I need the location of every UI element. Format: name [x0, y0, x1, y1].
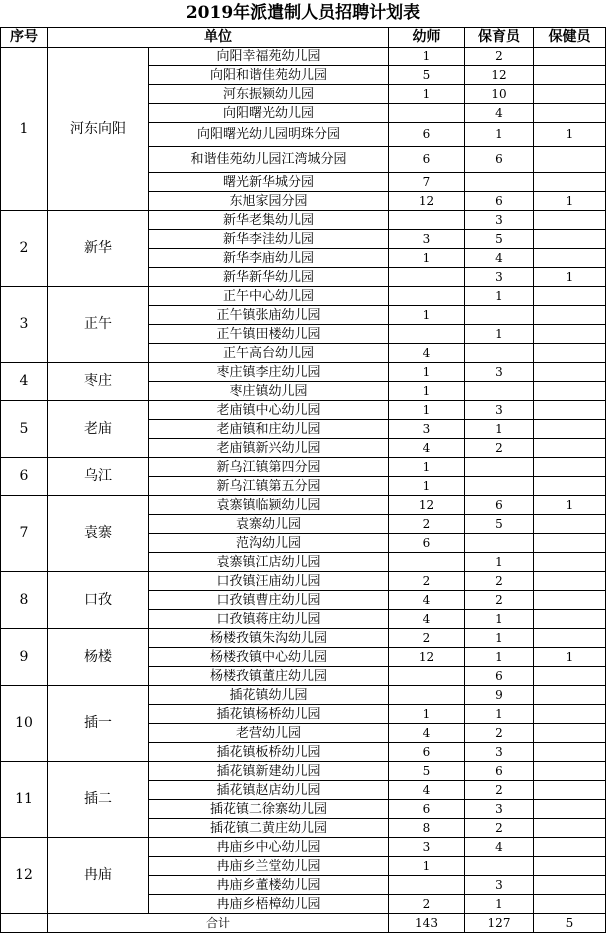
caregiver-count-cell: 4 — [465, 104, 534, 123]
health-count-cell — [534, 66, 606, 85]
teacher-count-cell — [389, 876, 465, 895]
health-count-cell — [534, 287, 606, 306]
teacher-count-cell: 3 — [389, 230, 465, 249]
caregiver-count-cell: 4 — [465, 249, 534, 268]
unit-cell: 插花镇幼儿园 — [149, 686, 389, 705]
unit-cell: 口孜镇曹庄幼儿园 — [149, 591, 389, 610]
unit-cell: 冉庙乡兰堂幼儿园 — [149, 857, 389, 876]
caregiver-count-cell: 6 — [465, 762, 534, 781]
unit-cell: 新乌江镇第五分园 — [149, 477, 389, 496]
teacher-count-cell: 5 — [389, 762, 465, 781]
caregiver-count-cell: 1 — [465, 123, 534, 147]
table-body — [1, 48, 606, 933]
teacher-count-cell: 4 — [389, 781, 465, 800]
health-count-cell — [534, 629, 606, 648]
caregiver-count-cell: 6 — [465, 147, 534, 173]
total-seq-cell — [1, 914, 48, 933]
caregiver-count-cell — [465, 857, 534, 876]
recruitment-table — [0, 27, 606, 933]
unit-cell: 插花镇新建幼儿园 — [149, 762, 389, 781]
unit-cell: 袁寨镇江店幼儿园 — [149, 553, 389, 572]
health-count-cell — [534, 762, 606, 781]
caregiver-count-cell: 10 — [465, 85, 534, 104]
town-cell: 冉庙 — [48, 838, 149, 914]
teacher-count-cell: 3 — [389, 420, 465, 439]
teacher-count-cell: 6 — [389, 534, 465, 553]
teacher-count-cell: 1 — [389, 458, 465, 477]
health-count-cell — [534, 743, 606, 762]
unit-cell: 曙光新华城分园 — [149, 173, 389, 192]
unit-cell: 插花镇二徐寨幼儿园 — [149, 800, 389, 819]
caregiver-count-cell: 5 — [465, 230, 534, 249]
teacher-count-cell: 2 — [389, 895, 465, 914]
total-teacher: 143 — [389, 914, 465, 933]
caregiver-count-cell: 3 — [465, 401, 534, 420]
header-seq: 序号 — [1, 28, 48, 48]
health-count-cell: 1 — [534, 648, 606, 667]
caregiver-count-cell: 3 — [465, 363, 534, 382]
health-count-cell: 1 — [534, 192, 606, 211]
teacher-count-cell — [389, 325, 465, 344]
unit-cell: 枣庄镇幼儿园 — [149, 382, 389, 401]
health-count-cell — [534, 534, 606, 553]
health-count-cell — [534, 515, 606, 534]
caregiver-count-cell: 5 — [465, 515, 534, 534]
teacher-count-cell: 1 — [389, 382, 465, 401]
caregiver-count-cell: 6 — [465, 496, 534, 515]
teacher-count-cell — [389, 104, 465, 123]
health-count-cell — [534, 838, 606, 857]
town-cell: 老庙 — [48, 401, 149, 458]
health-count-cell: 1 — [534, 496, 606, 515]
teacher-count-cell: 5 — [389, 66, 465, 85]
town-cell: 插二 — [48, 762, 149, 838]
table-row — [1, 401, 606, 420]
unit-cell: 老庙镇新兴幼儿园 — [149, 439, 389, 458]
unit-cell: 范沟幼儿园 — [149, 534, 389, 553]
unit-cell: 插花镇板桥幼儿园 — [149, 743, 389, 762]
health-count-cell — [534, 800, 606, 819]
table-row — [1, 572, 606, 591]
town-cell: 袁寨 — [48, 496, 149, 572]
table-row — [1, 363, 606, 382]
health-count-cell — [534, 572, 606, 591]
table-row — [1, 762, 606, 781]
seq-cell: 9 — [1, 629, 48, 686]
caregiver-count-cell: 6 — [465, 667, 534, 686]
caregiver-count-cell — [465, 458, 534, 477]
teacher-count-cell: 12 — [389, 192, 465, 211]
caregiver-count-cell — [465, 534, 534, 553]
teacher-count-cell — [389, 268, 465, 287]
health-count-cell — [534, 147, 606, 173]
teacher-count-cell: 4 — [389, 591, 465, 610]
unit-cell: 新华老集幼儿园 — [149, 211, 389, 230]
unit-cell: 向阳和谐佳苑幼儿园 — [149, 66, 389, 85]
unit-cell: 袁寨镇临颍幼儿园 — [149, 496, 389, 515]
teacher-count-cell: 1 — [389, 249, 465, 268]
health-count-cell — [534, 173, 606, 192]
town-cell: 杨楼 — [48, 629, 149, 686]
total-row — [1, 914, 606, 933]
caregiver-count-cell: 1 — [465, 287, 534, 306]
teacher-count-cell: 4 — [389, 610, 465, 629]
header-caregiver: 保育员 — [465, 28, 534, 48]
unit-cell: 老庙镇中心幼儿园 — [149, 401, 389, 420]
teacher-count-cell: 1 — [389, 857, 465, 876]
health-count-cell — [534, 458, 606, 477]
health-count-cell — [534, 876, 606, 895]
table-row — [1, 686, 606, 705]
unit-cell: 新华李庙幼儿园 — [149, 249, 389, 268]
unit-cell: 口孜镇汪庙幼儿园 — [149, 572, 389, 591]
unit-cell: 和谐佳苑幼儿园江湾城分园 — [149, 147, 389, 173]
health-count-cell — [534, 104, 606, 123]
unit-cell: 向阳曙光幼儿园明珠分园 — [149, 123, 389, 147]
caregiver-count-cell — [465, 306, 534, 325]
caregiver-count-cell: 3 — [465, 743, 534, 762]
health-count-cell — [534, 477, 606, 496]
teacher-count-cell — [389, 686, 465, 705]
unit-cell: 枣庄镇李庄幼儿园 — [149, 363, 389, 382]
teacher-count-cell — [389, 667, 465, 686]
health-count-cell — [534, 344, 606, 363]
unit-cell: 向阳曙光幼儿园 — [149, 104, 389, 123]
teacher-count-cell: 1 — [389, 48, 465, 66]
seq-cell: 8 — [1, 572, 48, 629]
unit-cell: 东旭家园分园 — [149, 192, 389, 211]
caregiver-count-cell: 2 — [465, 439, 534, 458]
teacher-count-cell — [389, 553, 465, 572]
unit-cell: 正午镇张庙幼儿园 — [149, 306, 389, 325]
unit-cell: 新华李洼幼儿园 — [149, 230, 389, 249]
caregiver-count-cell: 1 — [465, 895, 534, 914]
teacher-count-cell: 1 — [389, 401, 465, 420]
caregiver-count-cell: 1 — [465, 420, 534, 439]
teacher-count-cell: 7 — [389, 173, 465, 192]
caregiver-count-cell: 2 — [465, 572, 534, 591]
health-count-cell — [534, 230, 606, 249]
caregiver-count-cell: 4 — [465, 838, 534, 857]
teacher-count-cell: 12 — [389, 648, 465, 667]
health-count-cell: 1 — [534, 123, 606, 147]
seq-cell: 6 — [1, 458, 48, 496]
health-count-cell — [534, 705, 606, 724]
teacher-count-cell: 1 — [389, 85, 465, 104]
health-count-cell — [534, 420, 606, 439]
health-count-cell — [534, 667, 606, 686]
teacher-count-cell: 4 — [389, 439, 465, 458]
caregiver-count-cell — [465, 477, 534, 496]
health-count-cell — [534, 553, 606, 572]
caregiver-count-cell: 3 — [465, 876, 534, 895]
teacher-count-cell: 1 — [389, 477, 465, 496]
unit-cell: 袁寨幼儿园 — [149, 515, 389, 534]
unit-cell: 口孜镇蒋庄幼儿园 — [149, 610, 389, 629]
teacher-count-cell: 2 — [389, 515, 465, 534]
health-count-cell — [534, 363, 606, 382]
health-count-cell — [534, 211, 606, 230]
health-count-cell — [534, 85, 606, 104]
caregiver-count-cell: 9 — [465, 686, 534, 705]
caregiver-count-cell: 2 — [465, 48, 534, 66]
unit-cell: 插花镇赵店幼儿园 — [149, 781, 389, 800]
teacher-count-cell: 8 — [389, 819, 465, 838]
seq-cell: 3 — [1, 287, 48, 363]
caregiver-count-cell: 1 — [465, 325, 534, 344]
town-cell: 枣庄 — [48, 363, 149, 401]
unit-cell: 河东振颍幼儿园 — [149, 85, 389, 104]
town-cell: 乌江 — [48, 458, 149, 496]
teacher-count-cell: 2 — [389, 629, 465, 648]
teacher-count-cell — [389, 287, 465, 306]
health-count-cell — [534, 439, 606, 458]
caregiver-count-cell: 2 — [465, 819, 534, 838]
caregiver-count-cell: 1 — [465, 610, 534, 629]
caregiver-count-cell: 2 — [465, 781, 534, 800]
health-count-cell — [534, 306, 606, 325]
total-caregiver: 127 — [465, 914, 534, 933]
header-row — [1, 28, 606, 48]
caregiver-count-cell: 3 — [465, 268, 534, 287]
table-row — [1, 211, 606, 230]
header-unit: 单位 — [48, 28, 389, 48]
unit-cell: 杨楼孜镇董庄幼儿园 — [149, 667, 389, 686]
teacher-count-cell: 6 — [389, 123, 465, 147]
teacher-count-cell: 6 — [389, 800, 465, 819]
health-count-cell — [534, 686, 606, 705]
unit-cell: 杨楼孜镇朱沟幼儿园 — [149, 629, 389, 648]
health-count-cell — [534, 724, 606, 743]
teacher-count-cell: 12 — [389, 496, 465, 515]
town-cell: 口孜 — [48, 572, 149, 629]
health-count-cell: 1 — [534, 268, 606, 287]
teacher-count-cell: 6 — [389, 743, 465, 762]
health-count-cell — [534, 819, 606, 838]
caregiver-count-cell: 2 — [465, 724, 534, 743]
teacher-count-cell: 3 — [389, 838, 465, 857]
seq-cell: 10 — [1, 686, 48, 762]
health-count-cell — [534, 325, 606, 344]
caregiver-count-cell: 1 — [465, 553, 534, 572]
caregiver-count-cell — [465, 173, 534, 192]
teacher-count-cell: 4 — [389, 724, 465, 743]
unit-cell: 老营幼儿园 — [149, 724, 389, 743]
seq-cell: 7 — [1, 496, 48, 572]
teacher-count-cell: 2 — [389, 572, 465, 591]
health-count-cell — [534, 857, 606, 876]
seq-cell: 12 — [1, 838, 48, 914]
teacher-count-cell: 1 — [389, 705, 465, 724]
town-cell: 正午 — [48, 287, 149, 363]
seq-cell: 1 — [1, 48, 48, 211]
town-cell: 插一 — [48, 686, 149, 762]
table-row — [1, 458, 606, 477]
page-title: 2019年派遣制人员招聘计划表 — [185, 3, 421, 23]
unit-cell: 新乌江镇第四分园 — [149, 458, 389, 477]
caregiver-count-cell: 1 — [465, 705, 534, 724]
health-count-cell — [534, 591, 606, 610]
seq-cell: 5 — [1, 401, 48, 458]
header-health: 保健员 — [534, 28, 606, 48]
unit-cell: 冉庙乡中心幼儿园 — [149, 838, 389, 857]
caregiver-count-cell: 1 — [465, 629, 534, 648]
total-label: 合计 — [48, 914, 389, 933]
unit-cell: 冉庙乡董楼幼儿园 — [149, 876, 389, 895]
caregiver-count-cell: 2 — [465, 591, 534, 610]
health-count-cell — [534, 781, 606, 800]
caregiver-count-cell: 12 — [465, 66, 534, 85]
health-count-cell — [534, 48, 606, 66]
unit-cell: 冉庙乡梧樟幼儿园 — [149, 895, 389, 914]
seq-cell: 4 — [1, 363, 48, 401]
caregiver-count-cell — [465, 382, 534, 401]
health-count-cell — [534, 382, 606, 401]
seq-cell: 2 — [1, 211, 48, 287]
total-health: 5 — [534, 914, 606, 933]
health-count-cell — [534, 401, 606, 420]
town-cell: 新华 — [48, 211, 149, 287]
teacher-count-cell: 6 — [389, 147, 465, 173]
unit-cell: 正午中心幼儿园 — [149, 287, 389, 306]
teacher-count-cell: 1 — [389, 363, 465, 382]
unit-cell: 老庙镇和庄幼儿园 — [149, 420, 389, 439]
caregiver-count-cell: 6 — [465, 192, 534, 211]
table-row — [1, 496, 606, 515]
unit-cell: 插花镇杨桥幼儿园 — [149, 705, 389, 724]
caregiver-count-cell: 3 — [465, 800, 534, 819]
teacher-count-cell: 4 — [389, 344, 465, 363]
teacher-count-cell — [389, 211, 465, 230]
unit-cell: 正午镇田楼幼儿园 — [149, 325, 389, 344]
header-teacher: 幼师 — [389, 28, 465, 48]
unit-cell: 杨楼孜镇中心幼儿园 — [149, 648, 389, 667]
table-row — [1, 287, 606, 306]
health-count-cell — [534, 610, 606, 629]
health-count-cell — [534, 249, 606, 268]
town-cell: 河东向阳 — [48, 48, 149, 211]
health-count-cell — [534, 895, 606, 914]
table-row — [1, 838, 606, 857]
caregiver-count-cell: 3 — [465, 211, 534, 230]
caregiver-count-cell: 1 — [465, 648, 534, 667]
seq-cell: 11 — [1, 762, 48, 838]
table-row — [1, 629, 606, 648]
unit-cell: 新华新华幼儿园 — [149, 268, 389, 287]
unit-cell: 向阳幸福苑幼儿园 — [149, 48, 389, 66]
unit-cell: 插花镇二黄庄幼儿园 — [149, 819, 389, 838]
table-row — [1, 48, 606, 66]
teacher-count-cell: 1 — [389, 306, 465, 325]
unit-cell: 正午高台幼儿园 — [149, 344, 389, 363]
caregiver-count-cell — [465, 344, 534, 363]
